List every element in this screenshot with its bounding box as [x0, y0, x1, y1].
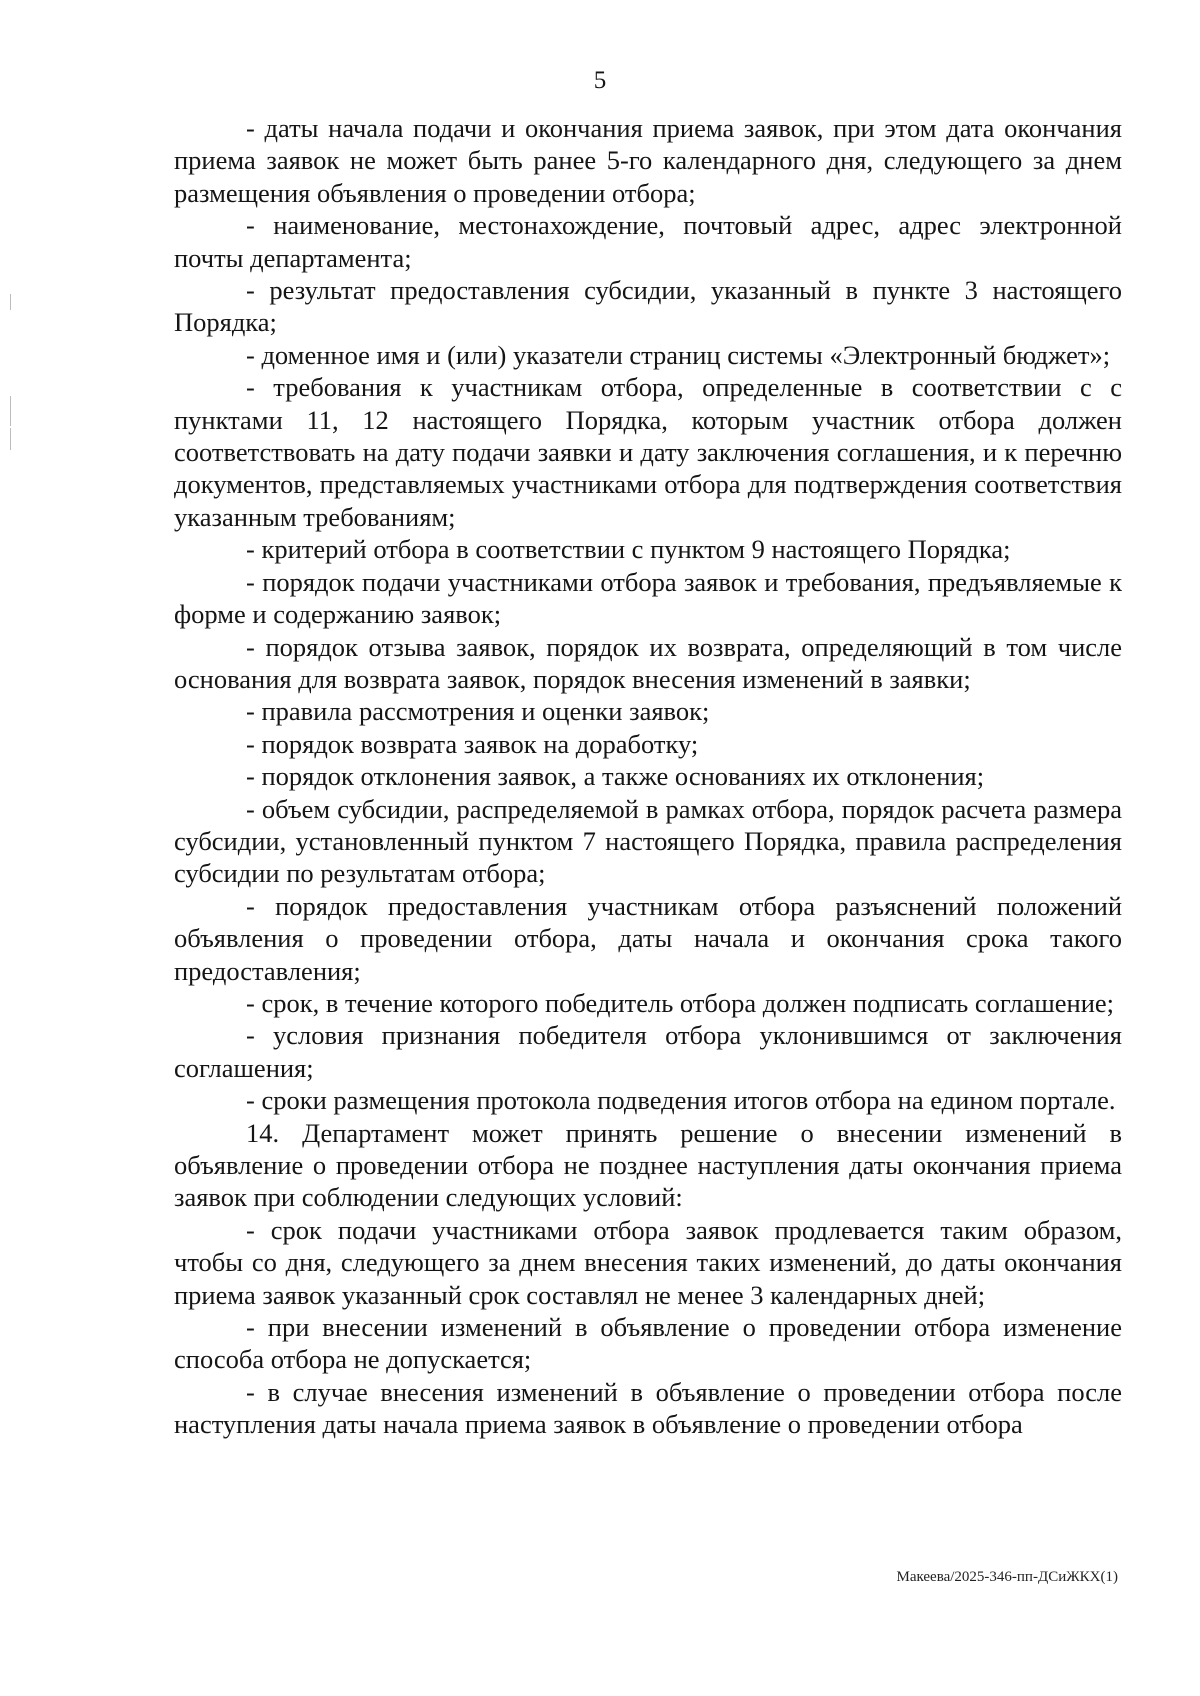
paragraph: - порядок возврата заявок на доработку; [246, 728, 699, 759]
paragraph-section-14: 14. Департамент может принять решение о внесении изменений в объявление о проведении отбора не позднее наступления даты окончания приема заявок при соблюдении следующих условий: [174, 1117, 1122, 1213]
scan-edge-mark [10, 294, 11, 310]
paragraph: - при внесении изменений в объявление о проведении отбора изменение способа отбора не допускается; [174, 1312, 1122, 1375]
document-footer-code: Макеева/2025-346-пп-ДСиЖКХ(1) [896, 1569, 1118, 1585]
paragraph: - порядок предоставления участникам отбора разъяснений положений объявления о проведении отбора, даты начала и окончания срока такого предоставления; [174, 890, 1122, 986]
paragraph: - срок подачи участниками отбора заявок продлевается таким образом, чтобы со дня, следующего за днем внесения таких изменений, до даты окончания приема заявок указанный срок составлял не менее 3 календарных дней; [174, 1214, 1122, 1310]
paragraph: - результат предоставления субсидии, указанный в пункте 3 настоящего Порядка; [174, 275, 1122, 338]
paragraph: - порядок отклонения заявок, а также основаниях их отклонения; [246, 761, 985, 792]
paragraph: - правила рассмотрения и оценки заявок; [246, 696, 710, 727]
paragraph: - доменное имя и (или) указатели страниц системы «Электронный бюджет»; [246, 339, 1111, 370]
paragraph: - в случае внесения изменений в объявление о проведении отбора после наступления даты начала приема заявок в объявление о проведении отбора [174, 1376, 1122, 1440]
paragraph: - объем субсидии, распределяемой в рамках отбора, порядок расчета размера субсидии, установленный пунктом 7 настоящего Порядка, правила распределения субсидии по результатам отбора; [174, 793, 1122, 889]
paragraph: - сроки размещения протокола подведения итогов отбора на едином портале. [246, 1085, 1116, 1116]
paragraph: - требования к участникам отбора, определенные в соответствии с с пунктами 11, 12 настоящего Порядка, которым участник отбора должен соответствовать на дату подачи заявки и дату заключения соглашения, и к перечню документов, представляемых участниками отбора для подтверждения соответствия указанным требованиям; [174, 372, 1122, 532]
paragraph: - срок, в течение которого победитель отбора должен подписать соглашение; [246, 987, 1115, 1018]
scan-edge-mark [10, 396, 11, 426]
paragraph: - условия признания победителя отбора уклонившимся от заключения соглашения; [174, 1020, 1122, 1083]
paragraph: - наименование, местонахождение, почтовый адрес, адрес электронной почты департамента; [174, 210, 1122, 273]
paragraph: - даты начала подачи и окончания приема заявок, при этом дата окончания приема заявок не может быть ранее 5-го календарного дня, следующего за днем размещения объявления о проведении отбора; [174, 113, 1122, 208]
page-number: 5 [593, 67, 607, 94]
scan-edge-mark [10, 428, 11, 450]
paragraph: - порядок подачи участниками отбора заявок и требования, предъявляемые к форме и содержанию заявок; [174, 566, 1122, 630]
document-body [174, 112, 1122, 1441]
paragraph: - порядок отзыва заявок, порядок их возврата, определяющий в том числе основания для возврата заявок, порядок внесения изменений в заявки; [174, 631, 1122, 694]
paragraph: - критерий отбора в соответствии с пунктом 9 настоящего Порядка; [246, 534, 1011, 565]
